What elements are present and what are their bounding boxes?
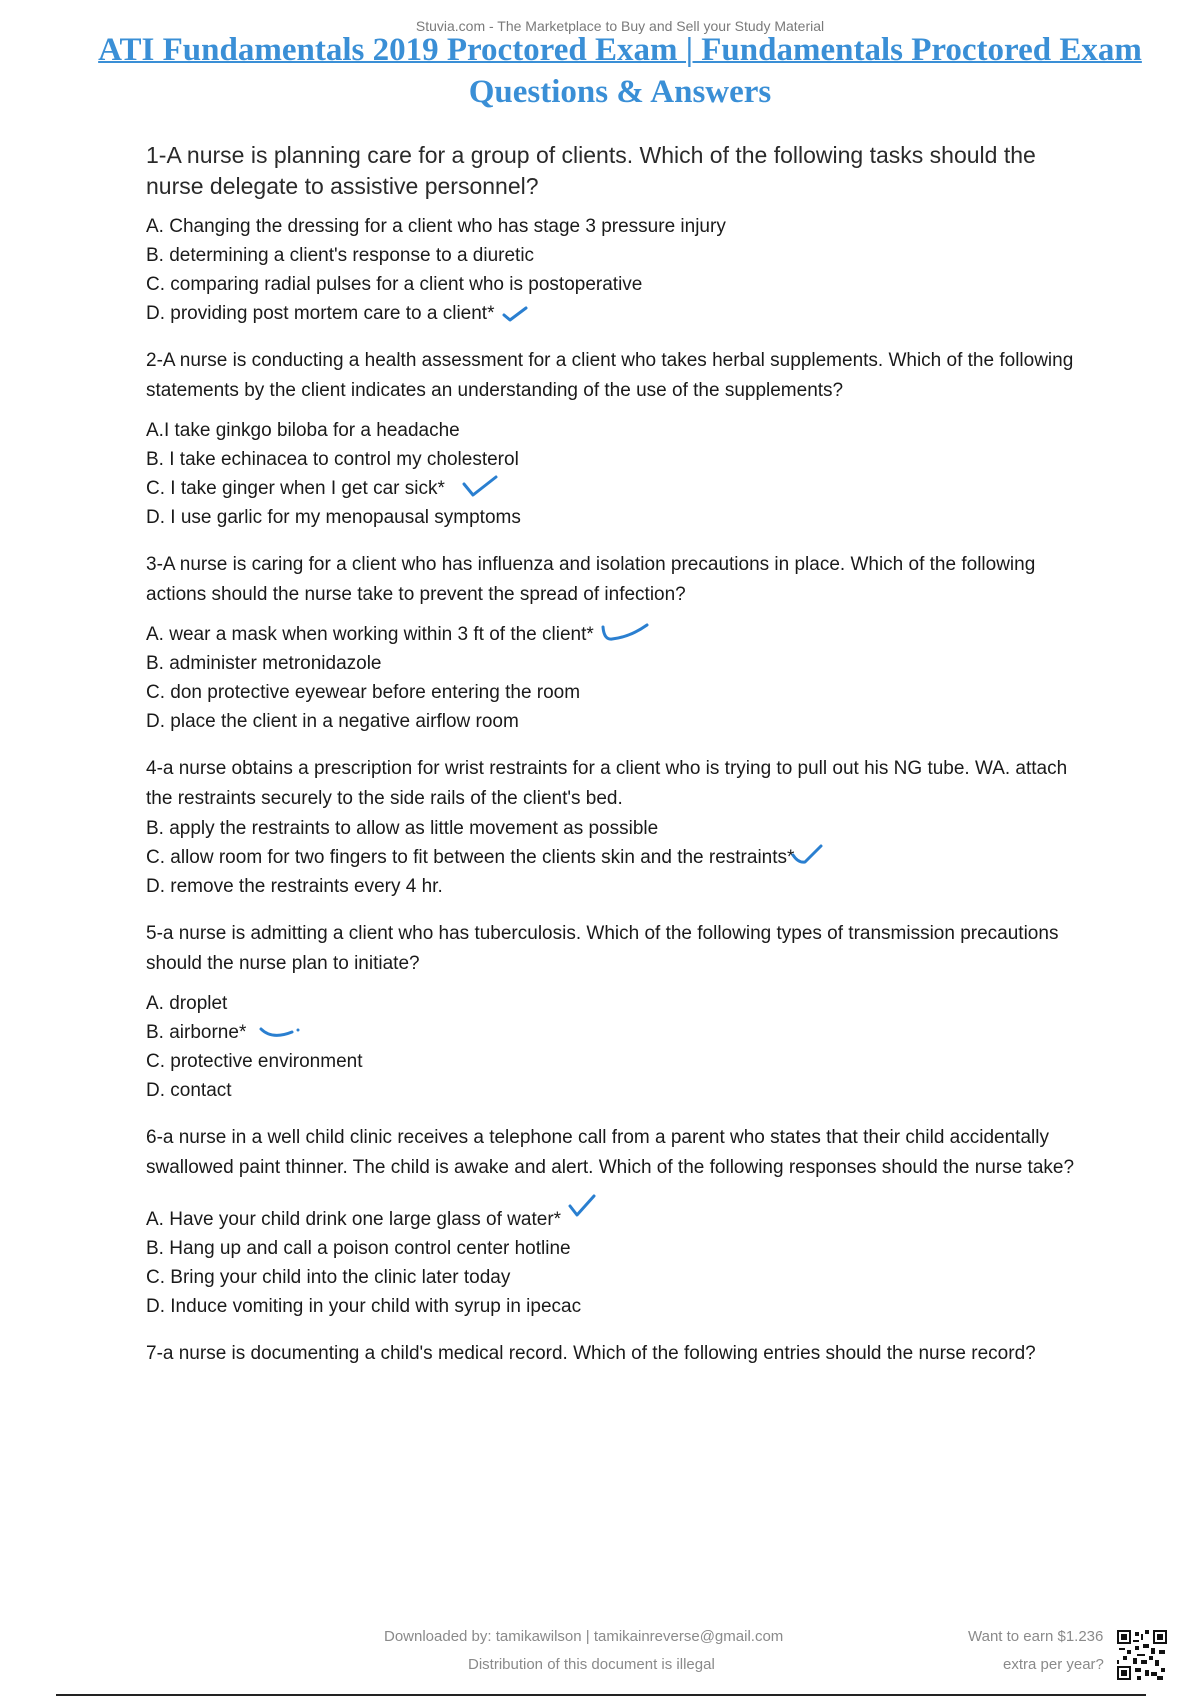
question-stem: 1-A nurse is planning care for a group of clients. Which of the following tasks should the nurse delegate to assistive personnel? (146, 142, 1036, 199)
answer-option: B. Hang up and call a poison control center hotline (146, 1238, 571, 1259)
answer-option: B. administer metronidazole (146, 653, 382, 674)
answer-option: A. droplet (146, 993, 228, 1014)
answer-option: A. Changing the dressing for a client who has stage 3 pressure injury (146, 216, 726, 237)
checkmark-icon (600, 622, 650, 644)
question-stem: 4-a nurse obtains a prescription for wrist restraints for a client who is trying to pull out his NG tube. WA. attach the restraints securely to the side rails of the client's bed. (146, 758, 1068, 809)
answer-option: C. comparing radial pulses for a client who is postoperative (146, 274, 643, 295)
answer-option-correct: C. I take ginger when I get car sick* (146, 474, 1096, 503)
checkmark-icon (790, 843, 824, 867)
earn-promo-line2[interactable]: extra per year? (1003, 1656, 1104, 1673)
answer-option: D. Induce vomiting in your child with syrup in ipecac (146, 1296, 582, 1317)
earn-promo-line1[interactable]: Want to earn $1.236 (968, 1628, 1104, 1645)
questions-list (146, 140, 1096, 1387)
checkmark-icon (258, 1024, 302, 1042)
answer-option-correct: A. Have your child drink one large glass of water* (146, 1193, 1096, 1234)
qr-code-icon[interactable] (1117, 1630, 1167, 1680)
answer-option: C. protective environment (146, 1051, 363, 1072)
answer-option: B. determining a client's response to a diuretic (146, 245, 535, 266)
question-stem: 7-a nurse is documenting a child's medical record. Which of the following entries should the nurse record? (146, 1343, 1036, 1364)
downloaded-by-text: Downloaded by: tamikawilson | tamikainreverse@gmail.com (384, 1628, 784, 1645)
answer-option: A.I take ginkgo biloba for a headache (146, 420, 460, 441)
question-5 (146, 919, 1096, 1105)
question-stem: 5-a nurse is admitting a client who has tuberculosis. Which of the following types of transmission precautions should the nurse plan to initiate? (146, 923, 1059, 974)
question-4 (146, 754, 1096, 901)
document-title: ATI Fundamentals 2019 Proctored Exam | Fundamentals Proctored Exam (98, 32, 1142, 68)
checkmark-icon (461, 474, 499, 498)
answer-option: C. Bring your child into the clinic later today (146, 1267, 511, 1288)
answer-option-correct: A. wear a mask when working within 3 ft of the client* (146, 620, 1096, 649)
answer-option: D. place the client in a negative airflow room (146, 711, 519, 732)
question-2 (146, 346, 1096, 532)
page-bottom-rule (56, 1694, 1146, 1696)
answer-option: B. apply the restraints to allow as little movement as possible (146, 818, 659, 839)
document-subtitle: Questions & Answers (468, 74, 772, 110)
question-stem: 2-A nurse is conducting a health assessment for a client who takes herbal supplements. Which of the following statements by the client indicates an understanding of the use of the supplements? (146, 350, 1074, 401)
question-stem: 3-A nurse is caring for a client who has influenza and isolation precautions in place. Which of the following actions should the nurse take to prevent the spread of infection? (146, 554, 1036, 605)
answer-option-correct: D. providing post mortem care to a client* (146, 299, 1096, 328)
checkmark-icon (567, 1193, 597, 1219)
distribution-notice: Distribution of this document is illegal (468, 1656, 715, 1673)
answer-option: D. remove the restraints every 4 hr. (146, 876, 443, 897)
question-3 (146, 550, 1096, 736)
answer-option: B. I take echinacea to control my cholesterol (146, 449, 519, 470)
answer-option: D. contact (146, 1080, 232, 1101)
answer-option-correct: B. airborne* (146, 1018, 1096, 1047)
answer-option-correct: C. allow room for two fingers to fit between the clients skin and the restraints* (146, 843, 1096, 872)
stuvia-watermark: Stuvia.com - The Marketplace to Buy and Sell your Study Material (415, 18, 825, 34)
question-stem: 6-a nurse in a well child clinic receives a telephone call from a parent who states that their child accidentally swallowed paint thinner. The child is awake and alert. Which of the following responses should the nurse take? (146, 1127, 1075, 1178)
question-7 (146, 1339, 1096, 1369)
answer-option: C. don protective eyewear before entering the room (146, 682, 581, 703)
question-6 (146, 1123, 1096, 1321)
answer-option: D. I use garlic for my menopausal symptoms (146, 507, 521, 528)
checkmark-icon (501, 303, 529, 323)
question-1 (146, 140, 1096, 328)
